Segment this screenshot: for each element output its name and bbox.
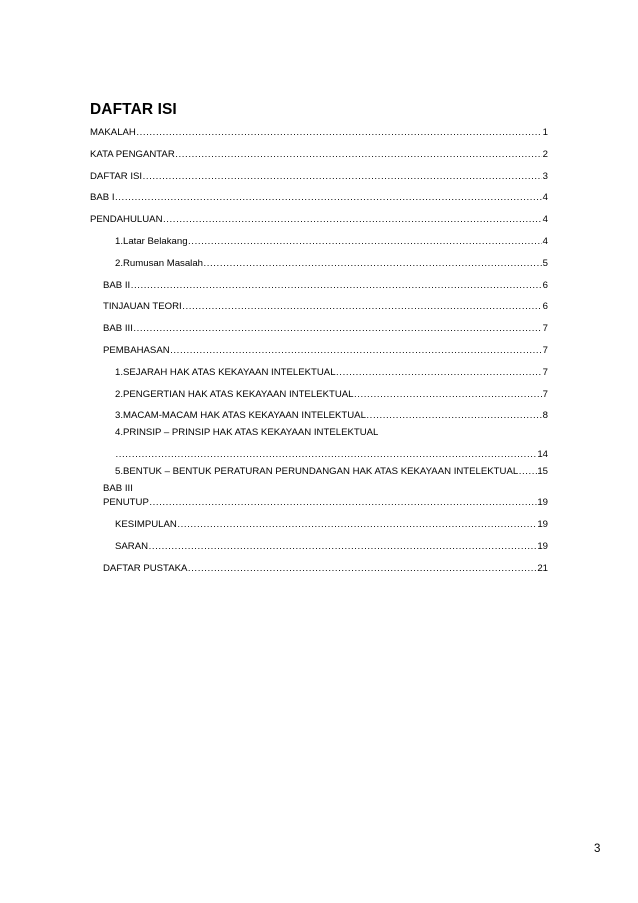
toc-entry-page: 7 xyxy=(542,388,548,400)
toc-entry-label: 2.PENGERTIAN HAK ATAS KEKAYAAN INTELEKTUAL xyxy=(115,388,354,400)
toc-entry-kata-pengantar[interactable] xyxy=(90,149,548,160)
toc-entry-pembahasan[interactable] xyxy=(90,345,548,356)
toc-entry-bab-3-penutup[interactable] xyxy=(90,483,548,494)
toc-entry-label: PEMBAHASAN xyxy=(103,344,170,356)
toc-entry-label: PENUTUP xyxy=(103,497,149,509)
toc-entry-page: 19 xyxy=(537,519,548,531)
toc-entry-sejarah-haki[interactable] xyxy=(90,367,548,378)
leader-dots xyxy=(131,280,542,291)
toc-entry-page: 7 xyxy=(542,323,548,335)
toc-entry-prinsip-haki[interactable] xyxy=(90,427,548,460)
toc-entry-kesimpulan[interactable] xyxy=(90,519,548,530)
toc-entry-page: 3 xyxy=(542,170,548,182)
leader-dots xyxy=(143,171,543,182)
toc-entry-label: MAKALAH xyxy=(90,127,136,138)
toc-entry-pengertian-haki[interactable] xyxy=(90,389,548,400)
toc-entry-bab-1[interactable] xyxy=(90,192,548,203)
toc-entry-label: BAB I xyxy=(90,192,115,204)
leader-dots xyxy=(177,519,536,530)
leader-dots xyxy=(366,410,542,421)
toc-entry-label: DAFTAR PUSTAKA xyxy=(103,562,188,574)
toc-entry-page: 5 xyxy=(542,257,548,269)
leader-dots xyxy=(115,192,542,203)
toc-entry-label: KESIMPULAN xyxy=(115,519,177,531)
leader-dots xyxy=(175,149,542,160)
toc-entry-label: 4.PRINSIP – PRINSIP HAK ATAS KEKAYAAN INTELEKTUAL xyxy=(115,427,379,439)
toc-entry-page: 7 xyxy=(542,366,548,378)
toc-entry-label: PENDAHULUAN xyxy=(90,214,163,226)
leader-dots xyxy=(182,301,542,312)
toc-entry-label: TINJAUAN TEORI xyxy=(103,301,182,313)
toc-title: DAFTAR ISI xyxy=(90,101,177,118)
toc-entry-label: 1.Latar Belakang xyxy=(115,235,188,247)
toc-entry-page: 19 xyxy=(537,540,548,552)
toc-entry-saran[interactable] xyxy=(90,541,548,552)
leader-dots xyxy=(133,323,542,334)
toc-entry-page: 1 xyxy=(542,127,548,138)
toc-entry-label: 1.SEJARAH HAK ATAS KEKAYAAN INTELEKTUAL xyxy=(115,366,336,378)
toc-entry-page: 8 xyxy=(542,410,548,422)
toc-entry-label: BAB II xyxy=(103,279,131,291)
toc-entry-page: 4 xyxy=(542,192,548,204)
leader-dots xyxy=(149,497,536,508)
toc-entry-label: SARAN xyxy=(115,540,149,552)
toc-entry-page: 15 xyxy=(537,466,548,478)
leader-dots xyxy=(336,367,542,378)
toc-entry-page: 21 xyxy=(537,562,548,574)
toc-entry-page: 7 xyxy=(542,344,548,356)
toc-entry-page: 6 xyxy=(542,279,548,291)
toc-entry-label: BAB III xyxy=(103,483,133,495)
toc-entry-latar-belakang[interactable] xyxy=(90,236,548,247)
page-number: 3 xyxy=(594,843,601,855)
toc-entry-bentuk-peraturan[interactable] xyxy=(90,466,548,477)
toc-entry-label: 2.Rumusan Masalah xyxy=(115,257,203,269)
toc-entry-page: 14 xyxy=(537,449,548,461)
toc-entry-page: 19 xyxy=(537,497,548,509)
toc-entry-tinjauan-teori[interactable] xyxy=(90,301,548,312)
toc-entry-bab-3[interactable] xyxy=(90,323,548,334)
toc-entry-label: 5.BENTUK – BENTUK PERATURAN PERUNDANGAN HAK ATAS KEKAYAAN INTELEKTUAL xyxy=(115,466,519,478)
toc-entry-bab-2[interactable] xyxy=(90,280,548,291)
toc-entry-label: KATA PENGANTAR xyxy=(90,148,175,160)
toc-entry-page: 4 xyxy=(542,214,548,226)
toc-entry-label: BAB III xyxy=(103,323,133,335)
leader-dots xyxy=(204,258,543,269)
toc-entry-makalah[interactable] xyxy=(90,127,548,138)
toc-entry-penutup[interactable] xyxy=(90,497,548,508)
leader-dots xyxy=(188,236,542,247)
toc-entry-rumusan-masalah[interactable] xyxy=(90,258,548,269)
leader-dots xyxy=(519,466,537,477)
leader-dots xyxy=(188,563,537,574)
toc-entry-macam-macam-haki[interactable] xyxy=(90,410,548,421)
leader-dots xyxy=(170,345,542,356)
leader-dots xyxy=(163,214,542,225)
table-of-contents xyxy=(90,127,548,585)
toc-entry-daftar-pustaka[interactable] xyxy=(90,563,548,574)
toc-entry-page: 6 xyxy=(542,301,548,313)
toc-entry-pendahuluan[interactable] xyxy=(90,214,548,225)
toc-entry-label: 3.MACAM-MACAM HAK ATAS KEKAYAAN INTELEKTUAL xyxy=(115,410,366,422)
leader-dots xyxy=(136,127,542,138)
toc-entry-page: 4 xyxy=(542,235,548,247)
toc-entry-label: DAFTAR ISI xyxy=(90,170,143,182)
leader-dots xyxy=(354,389,542,400)
leader-dots xyxy=(149,541,537,552)
toc-entry-daftar-isi[interactable] xyxy=(90,171,548,182)
toc-entry-page: 2 xyxy=(542,148,548,160)
leader-dots xyxy=(116,449,537,460)
